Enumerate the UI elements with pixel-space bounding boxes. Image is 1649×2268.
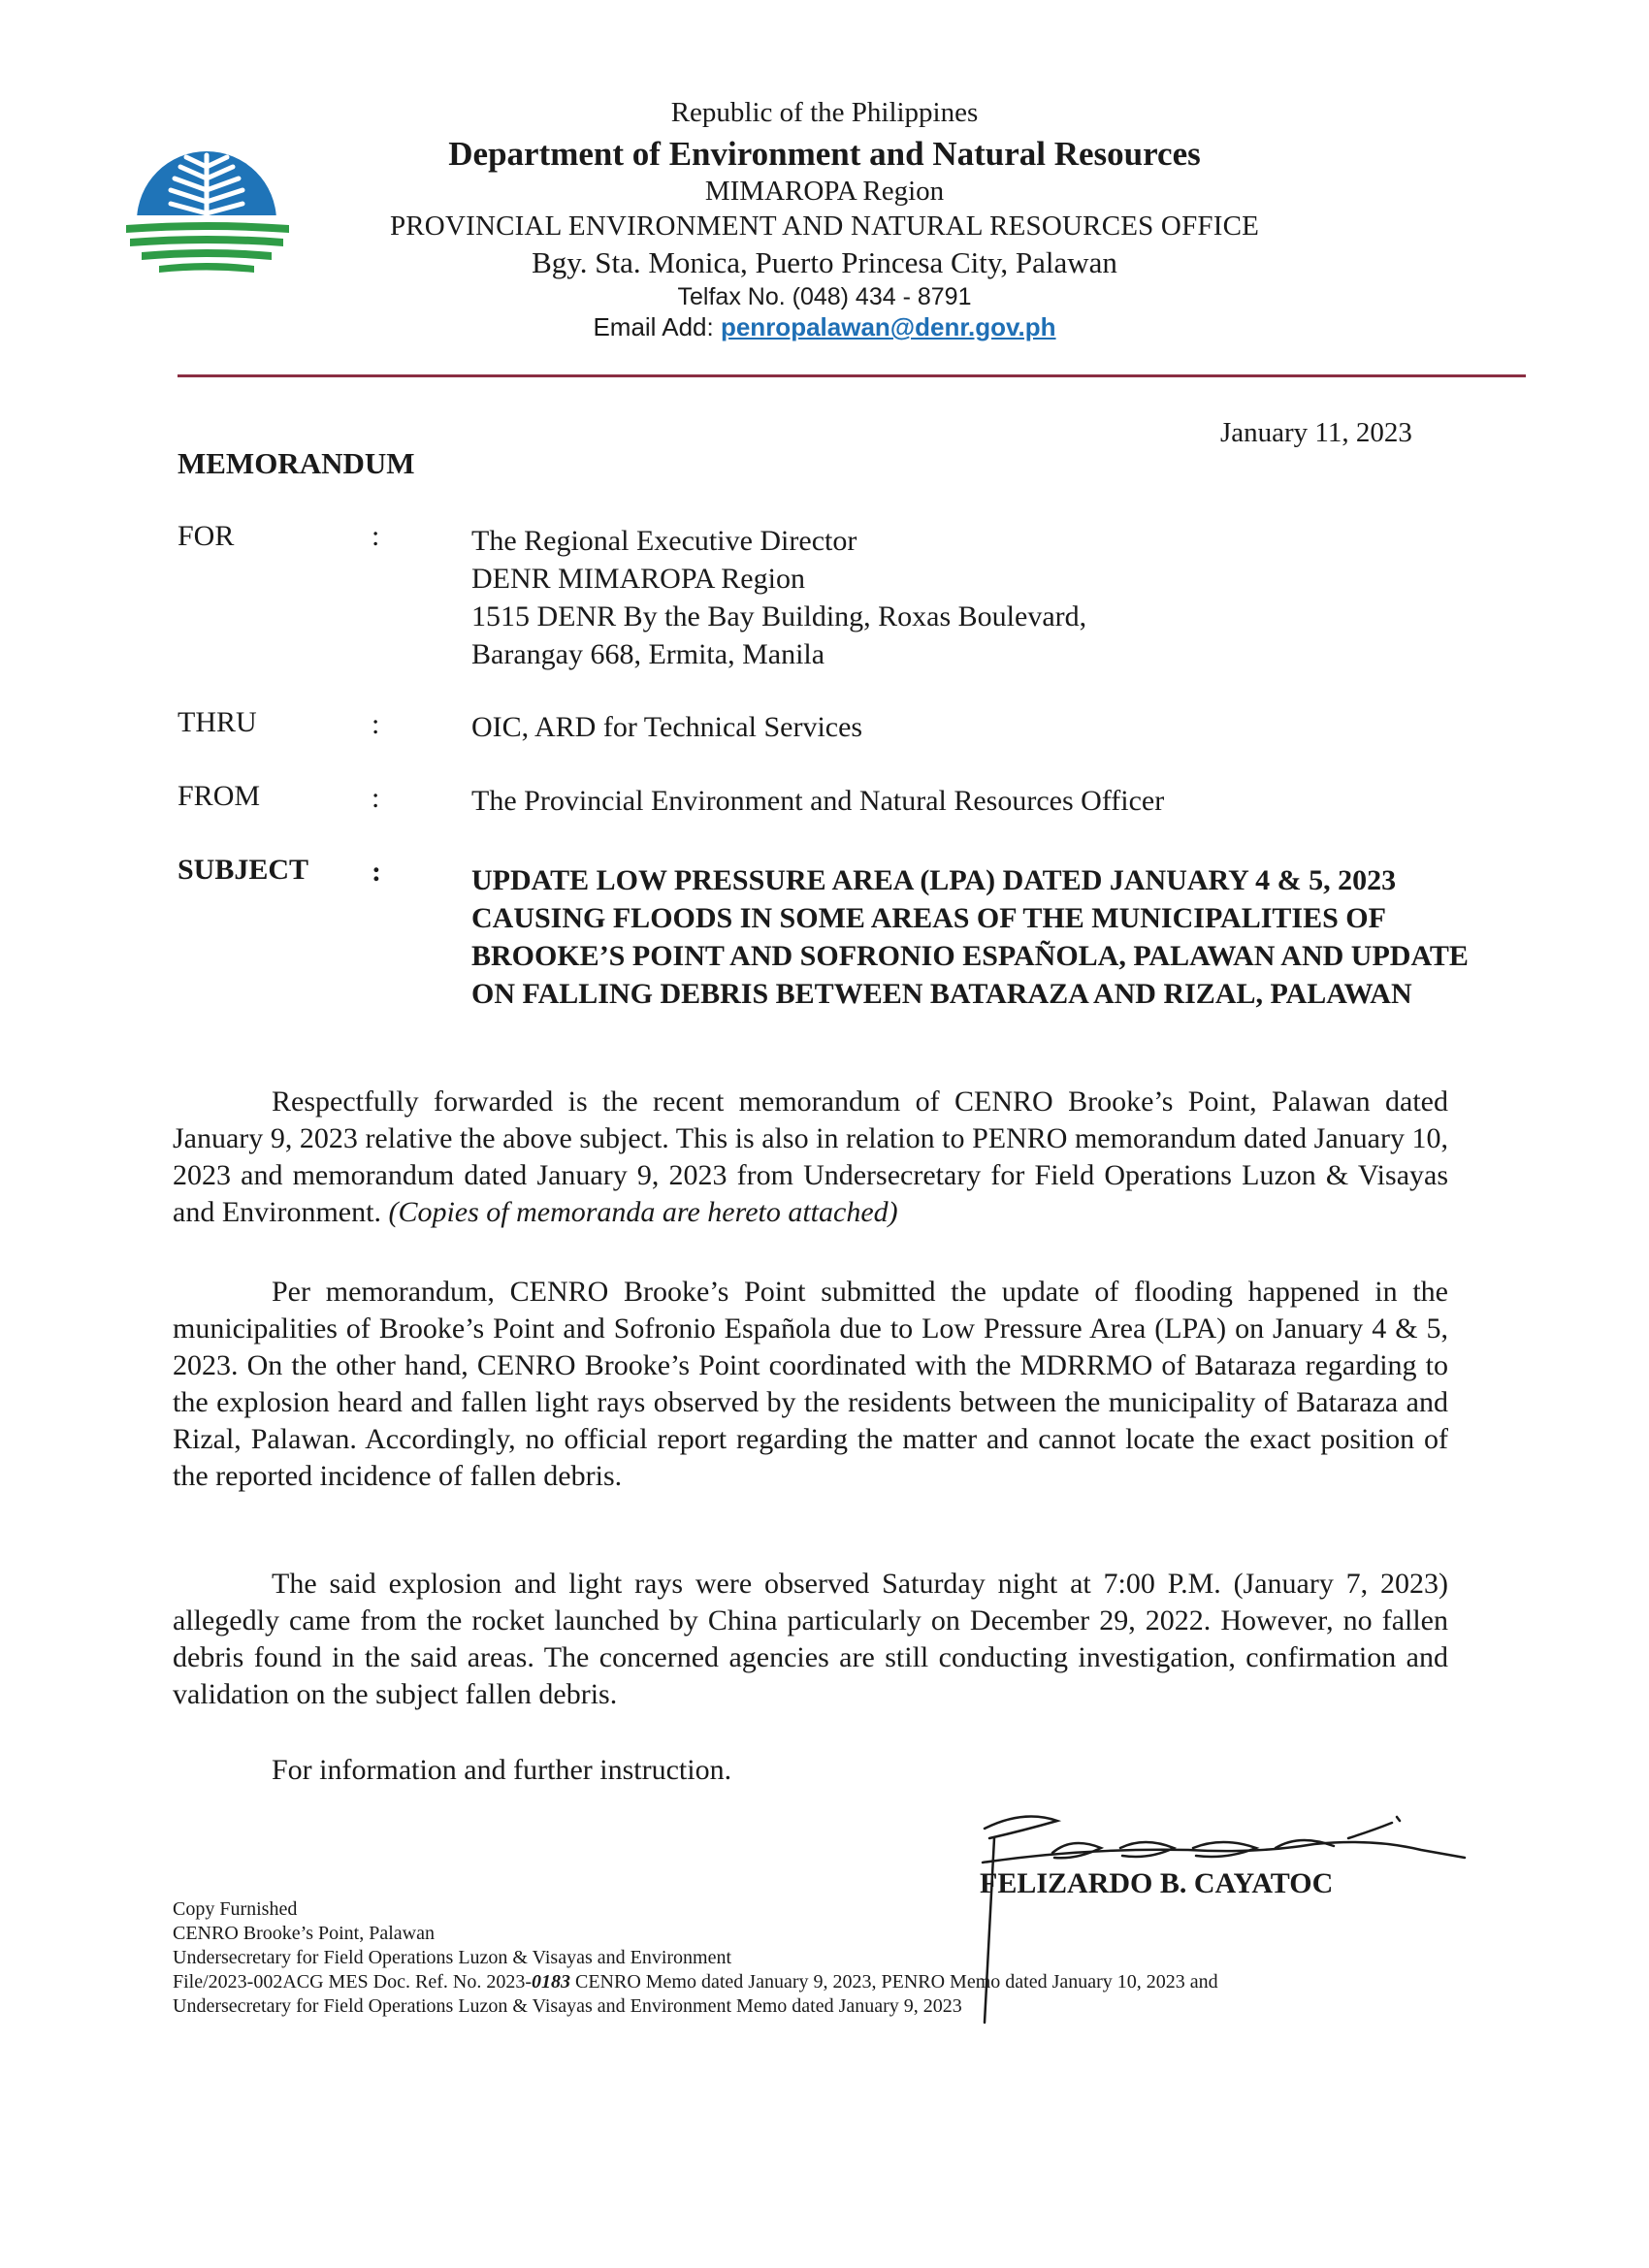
file-reference-line [173, 1970, 1218, 1994]
copy-furnished-label: Copy Furnished [173, 1898, 298, 1920]
body-paragraph-1 [173, 1084, 1448, 1231]
header-divider [178, 374, 1526, 377]
signatory-name: FELIZARDO B. CAYATOC [980, 1867, 1334, 1899]
for-line: DENR MIMAROPA Region [471, 563, 805, 595]
memo-date: January 11, 2023 [1220, 417, 1412, 448]
subject-text: UPDATE LOW PRESSURE AREA (LPA) DATED JANUARY 4 & 5, 2023 CAUSING FLOODS IN SOME AREAS OF THE MUNICIPALITIES OF BROOKE’S POINT AND SOFRONIO ESPAÑOLA, PALAWAN AND UPDATE ON FALLING DEBRIS BETWEEN BATARAZA AND RIZAL, PALAWAN [471, 864, 1469, 1010]
email-link[interactable]: penropalawan@denr.gov.ph [720, 312, 1056, 341]
body-paragraph-4 [173, 1752, 1448, 1789]
for-line: The Regional Executive Director [471, 525, 857, 557]
header-email-line [242, 312, 1406, 342]
copy-furnished-line: CENRO Brooke’s Point, Palawan [173, 1923, 435, 1944]
subject-colon: : [372, 856, 381, 888]
for-line: Barangay 668, Ermita, Manila [471, 638, 825, 670]
for-line: 1515 DENR By the Bay Building, Roxas Boulevard, [471, 600, 1087, 632]
copy-furnished-line: Undersecretary for Field Operations Luzon & Visayas and Environment [173, 1947, 732, 1968]
header-department: Department of Environment and Natural Resources [448, 135, 1201, 173]
signature-scribble [965, 1809, 1470, 2032]
attachment-note: (Copies of memoranda are hereto attached) [388, 1196, 898, 1228]
memo-title: MEMORANDUM [178, 446, 415, 480]
header-republic: Republic of the Philippines [670, 97, 979, 128]
body-paragraph-2 [173, 1274, 1448, 1495]
from-colon: : [372, 782, 380, 814]
header-telfax: Telfax No. (048) 434 - 8791 [677, 283, 972, 310]
from-value: The Provincial Environment and Natural Resources Officer [471, 785, 1165, 817]
thru-colon: : [372, 708, 380, 740]
file-reference-prefix: File/2023-002ACG MES Doc. Ref. No. 2023- [173, 1971, 532, 1993]
body-paragraph-3 [173, 1566, 1448, 1713]
from-label: FROM [178, 780, 261, 812]
subject-label: SUBJECT [178, 854, 309, 886]
header-region: MIMAROPA Region [704, 176, 945, 207]
thru-value: OIC, ARD for Technical Services [471, 711, 863, 743]
file-reference-suffix: CENRO Memo dated January 9, 2023, PENRO Memo dated January 10, 2023 and [574, 1971, 1218, 1993]
copy-furnished-line: Undersecretary for Field Operations Luzon & Visayas and Environment Memo dated January 9, 2023 [173, 1995, 962, 2017]
thru-label: THRU [178, 706, 257, 738]
handwritten-doc-number: 0183 [531, 1971, 570, 1993]
paragraph-text: Respectfully forwarded is the recent memorandum of CENRO Brooke’s Point, Palawan dated January 9, 2023 relative the above subject. This is also in relation to PENRO memorandum dated January 10, 2023 and memorandum dated January 9, 2023 from Undersecretary for Field Operations Luzon & Visayas and Environment. [173, 1085, 1448, 1228]
email-label: Email Add: [593, 312, 714, 341]
for-label: FOR [178, 520, 235, 552]
paragraph-text: For information and further instruction. [272, 1754, 732, 1786]
for-colon: : [372, 520, 380, 552]
header-office: PROVINCIAL ENVIRONMENT AND NATURAL RESOURCES OFFICE [389, 211, 1260, 242]
paragraph-text: Per memorandum, CENRO Brooke’s Point submitted the update of flooding happened in the municipalities of Brooke’s Point and Sofronio Española due to Low Pressure Area (LPA) on January 4 & 5, 2023. On the other hand, CENRO Brooke’s Point coordinated with the MDRRMO of Bataraza regarding to the explosion heard and fallen light rays observed by the residents between the municipality of Bataraza and Rizal, Palawan. Accordingly, no official report regarding the matter and cannot locate the exact position of the reported incidence of fallen debris. [173, 1276, 1448, 1492]
header-address: Bgy. Sta. Monica, Puerto Princesa City, Palawan [532, 245, 1117, 279]
for-recipient [471, 522, 1086, 673]
paragraph-text: The said explosion and light rays were observed Saturday night at 7:00 P.M. (January 7, 2023) allegedly came from the rocket launched by China particularly on December 29, 2022. However, no fallen debris found in the said areas. The concerned agencies are still conducting investigation, confirmation and validation on the subject fallen debris. [173, 1568, 1448, 1710]
